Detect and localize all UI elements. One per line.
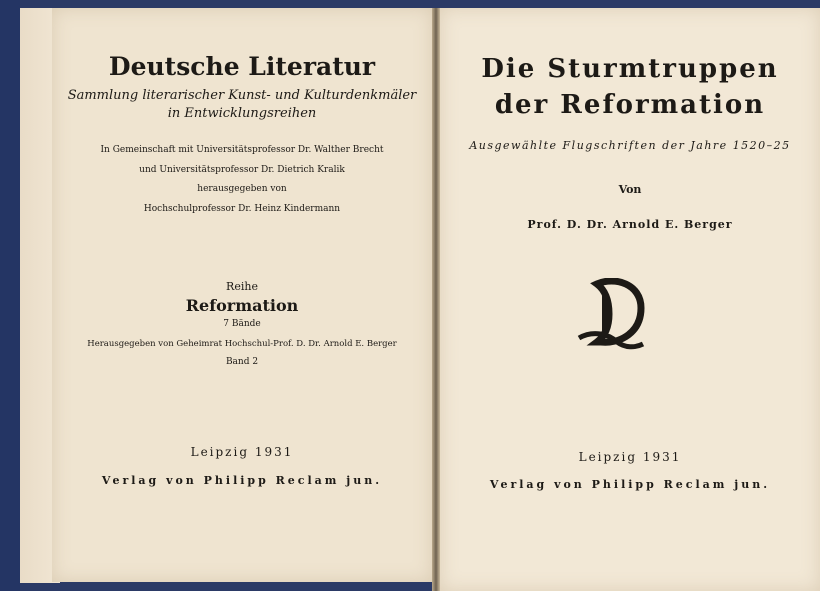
credit-line-4: Hochschulprofessor Dr. Heinz Kindermann xyxy=(143,204,341,214)
band-number: Band 2 xyxy=(225,357,259,367)
right-page xyxy=(440,8,820,591)
reclam-monogram-icon xyxy=(575,278,645,350)
book-gutter xyxy=(432,8,440,591)
series-editor: Herausgegeben von Geheimrat Hochschul-Prof. D. Dr. Arnold E. Berger xyxy=(87,339,397,349)
volume-count: 7 Bände xyxy=(223,319,261,329)
series-title: Deutsche Literatur xyxy=(108,52,376,81)
left-page xyxy=(52,8,432,582)
publisher: Verlag von Philipp Reclam jun. xyxy=(101,474,383,487)
place-year: Leipzig 1931 xyxy=(578,450,682,464)
title-line-2: der Reformation xyxy=(494,90,766,120)
place-year: Leipzig 1931 xyxy=(190,445,294,459)
by-label: Von xyxy=(618,183,642,196)
reihe-name: Reformation xyxy=(185,296,299,315)
subtitle: Ausgewählte Flugschriften der Jahre 1520–25 xyxy=(469,139,791,152)
series-subtitle-1: Sammlung literarischer Kunst- und Kulturdenkmäler xyxy=(67,88,417,103)
book-binding xyxy=(0,0,20,591)
publisher: Verlag von Philipp Reclam jun. xyxy=(489,478,771,491)
author: Prof. D. Dr. Arnold E. Berger xyxy=(527,218,733,231)
series-subtitle-2: in Entwicklungsreihen xyxy=(167,106,317,121)
credit-line-3: herausgegeben von xyxy=(197,184,287,194)
title-line-1: Die Sturmtruppen xyxy=(481,54,779,84)
credit-line-1: In Gemeinschaft mit Universitätsprofessor Dr. Walther Brecht xyxy=(100,145,384,155)
reihe-label: Reihe xyxy=(226,280,258,293)
credit-line-2: und Universitätsprofessor Dr. Dietrich Kralik xyxy=(139,165,345,175)
